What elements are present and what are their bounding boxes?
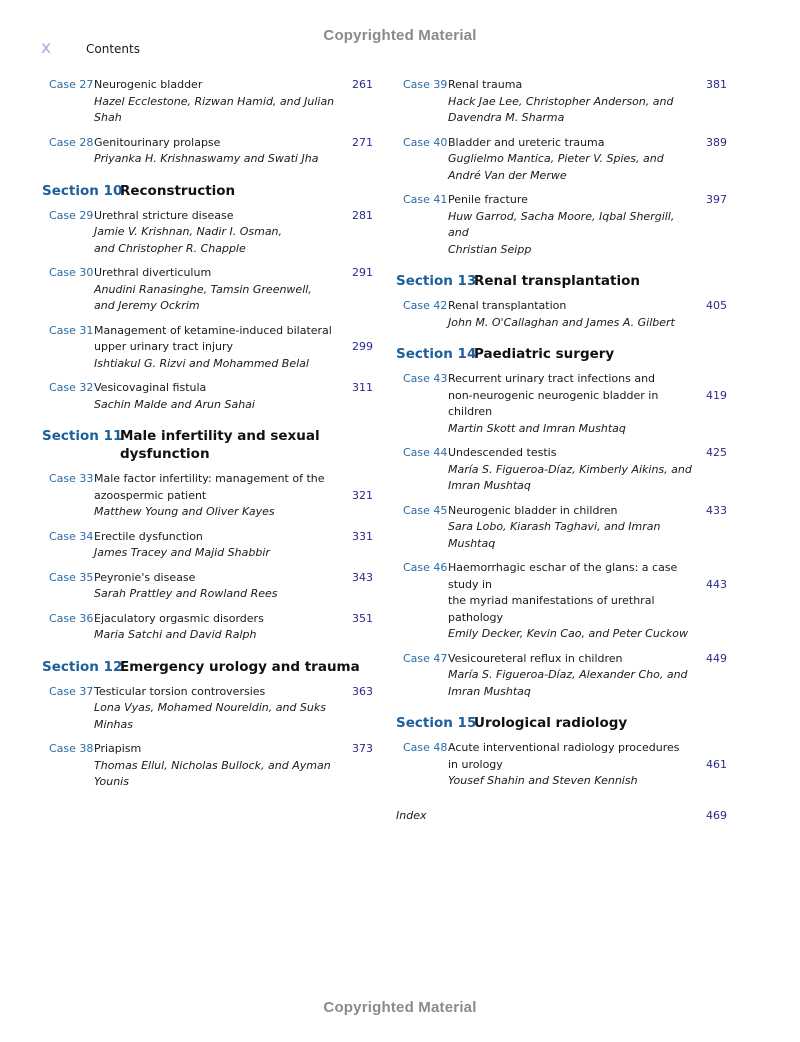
case-number: Case 42 xyxy=(403,299,448,312)
case-authors: Hazel Ecclestone, Rizwan Hamid, and Julian Shah xyxy=(94,94,335,124)
index-entry[interactable] xyxy=(396,808,732,825)
case-title[interactable]: Neurogenic bladder xyxy=(94,78,203,91)
case-title[interactable]: Erectile dysfunction xyxy=(94,529,203,543)
section-title: Urological radiology xyxy=(474,715,628,731)
case-title[interactable]: Vesicoureteral reflux in children xyxy=(448,651,623,665)
case-number: Case 48 xyxy=(403,741,448,754)
case-authors: Yousef Shahin and Steven Kennish xyxy=(448,774,638,787)
case-number: Case 46 xyxy=(403,561,448,574)
page-number[interactable]: 419 xyxy=(706,388,727,402)
case-number: Case 30 xyxy=(49,266,94,279)
page-number[interactable]: 425 xyxy=(706,446,727,459)
case-title[interactable]: Genitourinary prolapse xyxy=(94,135,221,149)
case-number: Case 39 xyxy=(403,78,448,91)
entry-body xyxy=(448,298,692,331)
case-authors: Priyanka H. Krishnaswamy and Swati Jha xyxy=(94,152,319,165)
section-title: Emergency urology and trauma xyxy=(120,658,360,675)
case-number: Case 37 xyxy=(49,684,94,698)
case-title[interactable]: Male factor infertility: management of the xyxy=(94,472,325,485)
page-number[interactable]: 261 xyxy=(352,78,373,91)
case-title[interactable]: Undescended testis xyxy=(448,446,557,459)
section-number: Section 13 xyxy=(396,273,477,289)
toc-entry[interactable] xyxy=(396,192,732,258)
case-authors: María S. Figueroa-Díaz, Kimberly Aikins, and xyxy=(448,462,692,476)
section-number: Section 14 xyxy=(396,346,477,362)
case-authors: Emily Decker, Kevin Cao, and Peter Cuckow xyxy=(448,627,688,640)
entry-body xyxy=(448,135,692,185)
section-heading xyxy=(42,182,378,200)
case-title[interactable]: non-neurogenic neurogenic bladder in children xyxy=(448,388,659,418)
toc-entry[interactable] xyxy=(42,208,378,258)
page-number[interactable]: 405 xyxy=(706,299,727,312)
entry-body xyxy=(448,77,692,127)
case-authors: André Van der Merwe xyxy=(448,168,567,182)
case-authors: James Tracey and Majid Shabbir xyxy=(94,546,270,559)
toc-left-column xyxy=(42,77,378,799)
case-number: Case 45 xyxy=(403,503,448,517)
case-title[interactable]: Management of ketamine-induced bilateral xyxy=(94,323,332,337)
page-number[interactable]: 449 xyxy=(706,651,727,665)
entry-body xyxy=(448,192,692,258)
case-authors: and Jeremy Ockrim xyxy=(94,299,200,312)
case-authors: Maria Satchi and David Ralph xyxy=(94,628,257,641)
toc-entry[interactable] xyxy=(42,611,378,644)
entry-body xyxy=(94,380,338,413)
case-number: Case 28 xyxy=(49,135,94,149)
case-number: Case 40 xyxy=(403,135,448,149)
case-number: Case 29 xyxy=(49,208,94,222)
case-number: Case 31 xyxy=(49,323,94,337)
page-number[interactable]: 299 xyxy=(352,340,373,353)
section-heading xyxy=(42,427,378,463)
page-number[interactable]: 433 xyxy=(706,503,727,517)
case-number: Case 35 xyxy=(49,570,94,584)
case-title[interactable]: Urethral diverticulum xyxy=(94,266,212,279)
case-title[interactable]: the myriad manifestations of urethral pathology xyxy=(448,594,655,624)
page-folio: x xyxy=(41,38,52,58)
watermark-top: Copyrighted Material xyxy=(323,27,477,44)
case-authors: Thomas Ellul, Nicholas Bullock, and Ayman Younis xyxy=(94,758,331,788)
case-number: Case 43 xyxy=(403,372,448,385)
entry-body xyxy=(448,560,692,643)
case-number: Case 38 xyxy=(49,742,94,755)
entry-body xyxy=(448,651,692,701)
case-title[interactable]: Urethral stricture disease xyxy=(94,208,234,222)
case-number: Case 32 xyxy=(49,381,94,394)
case-title[interactable]: Bladder and ureteric trauma xyxy=(448,135,605,149)
toc-entry[interactable] xyxy=(396,77,732,127)
case-title[interactable]: upper urinary tract injury xyxy=(94,340,234,353)
entry-body xyxy=(94,611,338,644)
page-number[interactable]: 381 xyxy=(706,78,727,91)
case-title[interactable]: in urology xyxy=(448,757,503,771)
entry-body xyxy=(94,208,338,258)
index-label[interactable]: Index xyxy=(396,808,427,822)
entry-body xyxy=(448,740,692,790)
case-title[interactable]: Renal transplantation xyxy=(448,299,567,312)
case-authors: Lona Vyas, Mohamed Noureldin, and Suks Minhas xyxy=(94,701,326,731)
toc-entry[interactable] xyxy=(396,135,732,185)
page-number[interactable]: 469 xyxy=(706,808,727,822)
case-title[interactable]: Testicular torsion controversies xyxy=(94,684,266,698)
toc-entry[interactable] xyxy=(42,684,378,734)
page-number[interactable]: 343 xyxy=(352,570,373,584)
case-authors: Sachin Malde and Arun Sahai xyxy=(94,397,255,411)
case-title[interactable]: Vesicovaginal fistula xyxy=(94,381,207,394)
entry-body xyxy=(94,684,338,734)
case-title[interactable]: Peyronie's disease xyxy=(94,570,196,584)
case-authors: Sara Lobo, Kiarash Taghavi, and Imran Mushtaq xyxy=(448,520,661,550)
toc-entry[interactable] xyxy=(42,380,378,413)
entry-body xyxy=(94,77,338,127)
entry-body xyxy=(448,445,692,495)
page-number[interactable]: 363 xyxy=(352,684,373,698)
running-head: Contents xyxy=(86,42,140,56)
toc-entry[interactable] xyxy=(42,570,378,603)
toc-entry[interactable] xyxy=(42,741,378,791)
toc-right-column xyxy=(396,77,732,824)
toc-entry[interactable] xyxy=(42,265,378,315)
toc-entry[interactable] xyxy=(396,560,732,643)
case-authors: Anudini Ranasinghe, Tamsin Greenwell, xyxy=(94,282,312,296)
section-title: Male infertility and sexual dysfunction xyxy=(120,428,320,462)
toc-entry[interactable] xyxy=(396,651,732,701)
case-authors: Imran Mushtaq xyxy=(448,479,531,492)
case-authors: Imran Mushtaq xyxy=(448,684,531,698)
page-number[interactable]: 311 xyxy=(352,381,373,394)
toc-entry[interactable] xyxy=(42,135,378,168)
section-heading xyxy=(42,658,378,676)
entry-body xyxy=(448,371,692,437)
page-number[interactable]: 281 xyxy=(352,208,373,222)
case-title[interactable]: Haemorrhagic eschar of the glans: a case study in xyxy=(448,561,678,591)
case-title[interactable]: Priapism xyxy=(94,742,142,755)
case-authors: Matthew Young and Oliver Kayes xyxy=(94,505,275,518)
case-number: Case 41 xyxy=(403,193,448,206)
case-title[interactable]: Renal trauma xyxy=(448,78,523,91)
case-title[interactable]: Acute interventional radiology procedures xyxy=(448,741,680,754)
toc-entry[interactable] xyxy=(396,298,732,331)
case-authors: María S. Figueroa-Díaz, Alexander Cho, and xyxy=(448,668,688,681)
page-number[interactable]: 397 xyxy=(706,193,727,206)
entry-body xyxy=(94,471,338,521)
case-authors: John M. O'Callaghan and James A. Gilbert xyxy=(448,315,675,329)
case-authors: Huw Garrod, Sacha Moore, Iqbal Shergill, and xyxy=(448,209,675,239)
case-title[interactable]: Ejaculatory orgasmic disorders xyxy=(94,611,264,625)
case-title[interactable]: azoospermic patient xyxy=(94,488,207,502)
case-number: Case 33 xyxy=(49,472,94,485)
case-authors: Guglielmo Mantica, Pieter V. Spies, and xyxy=(448,152,664,165)
section-title: Renal transplantation xyxy=(474,273,641,289)
toc-entry[interactable] xyxy=(42,529,378,562)
toc-entry[interactable] xyxy=(396,445,732,495)
toc-entry[interactable] xyxy=(396,740,732,790)
case-number: Case 47 xyxy=(403,651,448,665)
section-heading xyxy=(396,272,732,290)
section-number: Section 10 xyxy=(42,182,123,199)
case-authors: Martin Skott and Imran Mushtaq xyxy=(448,421,626,435)
case-number: Case 34 xyxy=(49,529,94,543)
page-number[interactable]: 331 xyxy=(352,529,373,543)
entry-body xyxy=(94,529,338,562)
section-heading xyxy=(396,345,732,363)
case-authors: Jamie V. Krishnan, Nadir I. Osman, xyxy=(94,225,283,238)
section-number: Section 12 xyxy=(42,658,123,675)
case-title[interactable]: Recurrent urinary tract infections and xyxy=(448,372,656,385)
section-number: Section 15 xyxy=(396,715,477,731)
entry-body xyxy=(94,741,338,791)
page-number[interactable]: 373 xyxy=(352,742,373,755)
page-number[interactable]: 291 xyxy=(352,266,373,279)
page-number[interactable]: 389 xyxy=(706,135,727,149)
page-number[interactable]: 321 xyxy=(352,488,373,502)
toc-entry[interactable] xyxy=(42,77,378,127)
entry-body xyxy=(94,135,338,168)
toc-entry[interactable] xyxy=(396,503,732,553)
page-number[interactable]: 443 xyxy=(706,577,727,591)
page-number[interactable]: 351 xyxy=(352,611,373,625)
page-number[interactable]: 271 xyxy=(352,135,373,149)
section-number: Section 11 xyxy=(42,428,123,444)
entry-body xyxy=(94,570,338,603)
case-title[interactable]: Penile fracture xyxy=(448,193,528,206)
entry-body xyxy=(94,265,338,315)
toc-entry[interactable] xyxy=(396,371,732,437)
section-title: Paediatric surgery xyxy=(474,346,615,362)
case-authors: Hack Jae Lee, Christopher Anderson, and xyxy=(448,94,674,108)
case-authors: Sarah Prattley and Rowland Rees xyxy=(94,587,278,600)
case-authors: Ishtiakul G. Rizvi and Mohammed Belal xyxy=(94,356,309,370)
case-authors: and Christopher R. Chapple xyxy=(94,241,246,255)
toc-entry[interactable] xyxy=(42,471,378,521)
watermark-bottom: Copyrighted Material xyxy=(323,999,477,1016)
section-heading xyxy=(396,714,732,732)
case-authors: Christian Seipp xyxy=(448,242,532,256)
section-title: Reconstruction xyxy=(120,182,236,199)
entry-body xyxy=(448,503,692,553)
case-authors: Davendra M. Sharma xyxy=(448,111,565,124)
toc-entry[interactable] xyxy=(42,323,378,373)
case-title[interactable]: Neurogenic bladder in children xyxy=(448,503,618,517)
case-number: Case 36 xyxy=(49,611,94,625)
entry-body xyxy=(94,323,338,373)
case-number: Case 44 xyxy=(403,446,448,459)
case-number: Case 27 xyxy=(49,78,94,91)
page-number[interactable]: 461 xyxy=(706,757,727,771)
